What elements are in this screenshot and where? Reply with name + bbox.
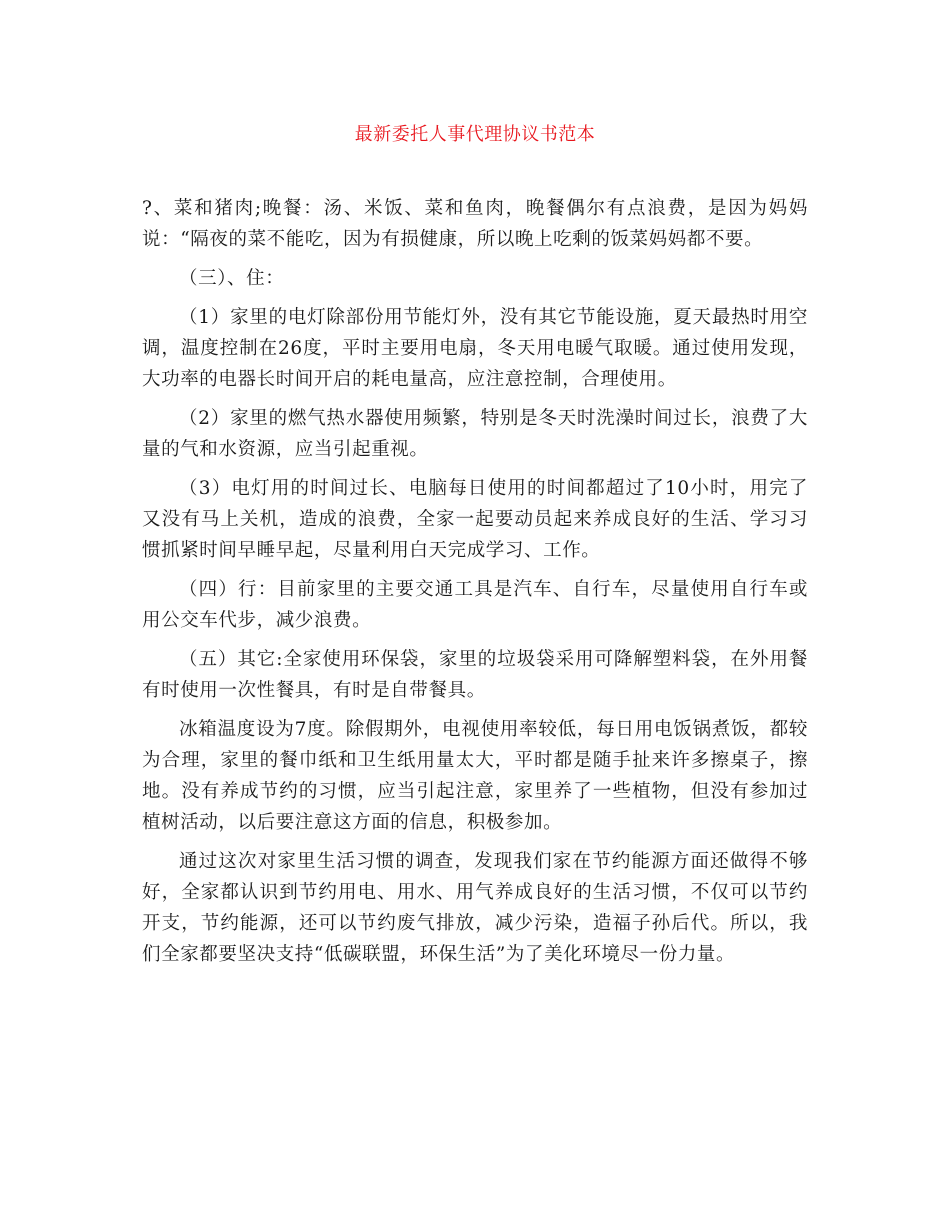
heading-housing: （三）、住： <box>179 268 285 289</box>
paragraph-lighting: （1）家里的电灯除部份用节能灯外，没有其它节能设施，夏天最热时用空调，温度控制在26度，平时主要用电扇，冬天用电暖气取暖。通过使用发现，大功率的电器长时间开启的耗电量高，应注意控制，合理使用。 <box>142 307 808 390</box>
document-title: 最新委托人事代理协议书范本 <box>354 124 596 145</box>
paragraph-conclusion: 通过这次对家里生活习惯的调查，发现我们家在节约能源方面还做得不够好，全家都认识到节约用电、用水、用气养成良好的生活习惯，不仅可以节约开支，节约能源，还可以节约废气排放，减少污染，造福子孙后代。所以，我们全家都要坚决支持“低碳联盟，环保生活”为了美化环境尽一份力量。 <box>142 851 808 965</box>
paragraph-fridge: 冰箱温度设为7度。除假期外，电视使用率较低，每日用电饭锅煮饭，都较为合理，家里的餐巾纸和卫生纸用量太大，平时都是随手扯来许多擦桌子，擦地。没有养成节约的习惯，应当引起注意，家里养了一些植物，但没有参加过植树活动，以后要注意这方面的信息，积极参加。 <box>142 719 808 833</box>
paragraph-other: （五）其它:全家使用环保袋，家里的垃圾袋采用可降解塑料袋，在外用餐有时使用一次性餐具，有时是自带餐具。 <box>142 649 808 701</box>
document-body <box>142 193 808 978</box>
paragraph-water-heater: （2）家里的燃气热水器使用频繁，特别是冬天时洗澡时间过长，浪费了大量的气和水资源，应当引起重视。 <box>142 408 808 460</box>
paragraph-transport: （四）行：目前家里的主要交通工具是汽车、自行车，尽量使用自行车或用公交车代步，减少浪费。 <box>142 579 808 631</box>
paragraph-electricity-usage: （3）电灯用的时间过长、电脑每日使用的时间都超过了10小时，用完了又没有马上关机，造成的浪费，全家一起要动员起来养成良好的生活、学习习惯抓紧时间早睡早起，尽量利用白天完成学习、工作。 <box>142 478 808 561</box>
paragraph-meals: ?、菜和猪肉;晚餐：汤、米饭、菜和鱼肉，晚餐偶尔有点浪费，是因为妈妈说：“隔夜的菜不能吃，因为有损健康，所以晚上吃剩的饭菜妈妈都不要。 <box>142 198 808 250</box>
